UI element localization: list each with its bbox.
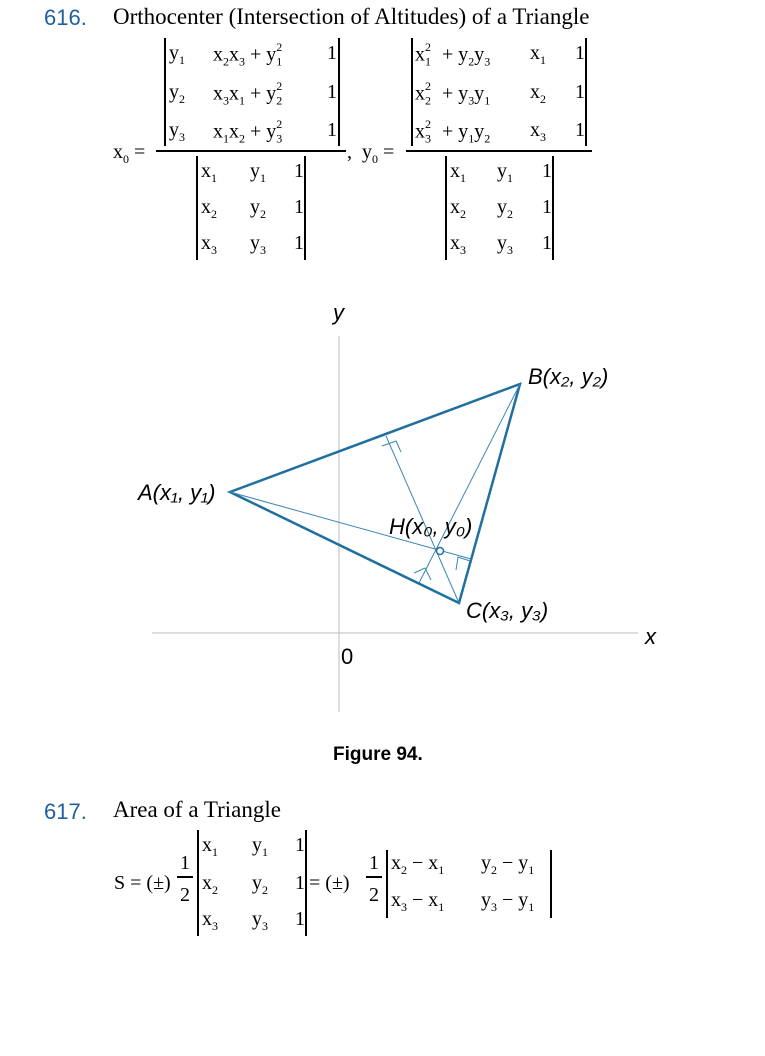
orthocenter-point bbox=[437, 548, 444, 555]
cell-y1: $y_1$ bbox=[497, 160, 513, 185]
cell-one: 1 bbox=[575, 42, 585, 64]
axis-x-label: x bbox=[645, 624, 656, 649]
cell-x3-minus-x1: $x_3 - x_1$ bbox=[391, 889, 445, 914]
x0-label: $x_0$ = bbox=[113, 141, 146, 166]
cell-x3: $x_3$ bbox=[202, 908, 218, 933]
half-numerator: 1 bbox=[180, 852, 190, 874]
origin-label: 0 bbox=[341, 644, 354, 669]
cell-y2-minus-y1: $y_2 - y_1$ bbox=[481, 852, 535, 877]
cell-one: 1 bbox=[542, 196, 552, 218]
area-det2-left bbox=[386, 850, 388, 918]
cell-y3: $y_3$ bbox=[169, 119, 185, 144]
cell-x1: $x_1$ bbox=[450, 160, 466, 185]
cell-x3sq-y1y2: $x_3^2 + y_1y_2$ bbox=[415, 117, 491, 146]
cell-one: 1 bbox=[327, 42, 337, 64]
cell-one: 1 bbox=[295, 908, 305, 930]
cell-y2: $y_2$ bbox=[252, 872, 268, 897]
cell-y1: $y_1$ bbox=[250, 160, 266, 185]
half-numerator-2: 1 bbox=[369, 852, 379, 874]
cell-x1: $x_1$ bbox=[530, 42, 546, 67]
cell-x1: $x_1$ bbox=[202, 834, 218, 859]
cell-one: 1 bbox=[327, 81, 337, 103]
altitude-from-b bbox=[419, 384, 520, 583]
cell-x1: $x_1$ bbox=[201, 160, 217, 185]
cell-y2: $y_2$ bbox=[169, 81, 185, 106]
cell-x2: $x_2$ bbox=[202, 872, 218, 897]
cell-one: 1 bbox=[575, 119, 585, 141]
section-617-number: 617. bbox=[44, 799, 87, 824]
cell-x2: $x_2$ bbox=[450, 196, 466, 221]
right-angle-mark-ab bbox=[382, 441, 401, 452]
cell-one: 1 bbox=[295, 872, 305, 894]
area-det3-right bbox=[305, 830, 307, 936]
cell-x3: $x_3$ bbox=[201, 232, 217, 257]
section-617-title: Area of a Triangle bbox=[113, 797, 281, 822]
cell-y1: $y_1$ bbox=[169, 42, 185, 67]
area-det2-right bbox=[550, 850, 552, 918]
cell-x2: $x_2$ bbox=[530, 81, 546, 106]
figure-caption: Figure 94. bbox=[333, 744, 423, 765]
cell-one: 1 bbox=[295, 834, 305, 856]
cell-one: 1 bbox=[294, 196, 304, 218]
cell-x2: $x_2$ bbox=[201, 196, 217, 221]
half-denominator-2: 2 bbox=[369, 884, 379, 906]
cell-y3: $y_3$ bbox=[252, 908, 268, 933]
cell-x1x2-y3sq: $x_1x_2 + y_3^2$ bbox=[213, 117, 283, 146]
section-616-number: 616. bbox=[44, 5, 87, 30]
axis-y-label: y bbox=[333, 300, 344, 325]
cell-x3x1-y2sq: $x_3x_1 + y_2^2$ bbox=[213, 79, 283, 108]
cell-y3-minus-y1: $y_3 - y_1$ bbox=[481, 889, 535, 914]
point-c-label: C(x₃, y₃) bbox=[466, 598, 549, 623]
cell-y3: $y_3$ bbox=[497, 232, 513, 257]
cell-y1: $y_1$ bbox=[252, 834, 268, 859]
section-616-title: Orthocenter (Intersection of Altitudes) of a Triangle bbox=[113, 4, 590, 29]
cell-x2-minus-x1: $x_2 - x_1$ bbox=[391, 852, 445, 877]
area-det3-left bbox=[197, 830, 199, 936]
cell-one: 1 bbox=[294, 160, 304, 182]
half-fraction-bar bbox=[177, 876, 193, 878]
cell-y2: $y_2$ bbox=[250, 196, 266, 221]
area-s-label: S = (±) bbox=[114, 872, 171, 894]
cell-x2sq-y3y1: $x_2^2 + y_3y_1$ bbox=[415, 79, 491, 108]
cell-one: 1 bbox=[327, 119, 337, 141]
cell-x2x3-y1sq: $x_2x_3 + y_1^2$ bbox=[213, 40, 283, 69]
point-h-label: H(x₀, y₀) bbox=[389, 514, 473, 539]
triangle-abc bbox=[230, 384, 520, 603]
point-a-label: A(x₁, y₁) bbox=[138, 480, 216, 505]
cell-x3: $x_3$ bbox=[530, 119, 546, 144]
cell-x1sq-y2y3: $x_1^2 + y_2y_3$ bbox=[415, 40, 491, 69]
cell-one: 1 bbox=[294, 232, 304, 254]
cell-y3: $y_3$ bbox=[250, 232, 266, 257]
area-equals-pm: = (±) bbox=[309, 872, 350, 894]
point-b-label: B(x₂, y₂) bbox=[528, 364, 609, 389]
half-denominator: 2 bbox=[180, 884, 190, 906]
cell-one: 1 bbox=[542, 160, 552, 182]
half-fraction-bar-2 bbox=[366, 876, 382, 878]
cell-x3: $x_3$ bbox=[450, 232, 466, 257]
cell-one: 1 bbox=[575, 81, 585, 103]
cell-one: 1 bbox=[542, 232, 552, 254]
right-angle-mark-ac bbox=[414, 568, 431, 580]
cell-y2: $y_2$ bbox=[497, 196, 513, 221]
y0-label: , $y_0$ = bbox=[347, 141, 395, 166]
